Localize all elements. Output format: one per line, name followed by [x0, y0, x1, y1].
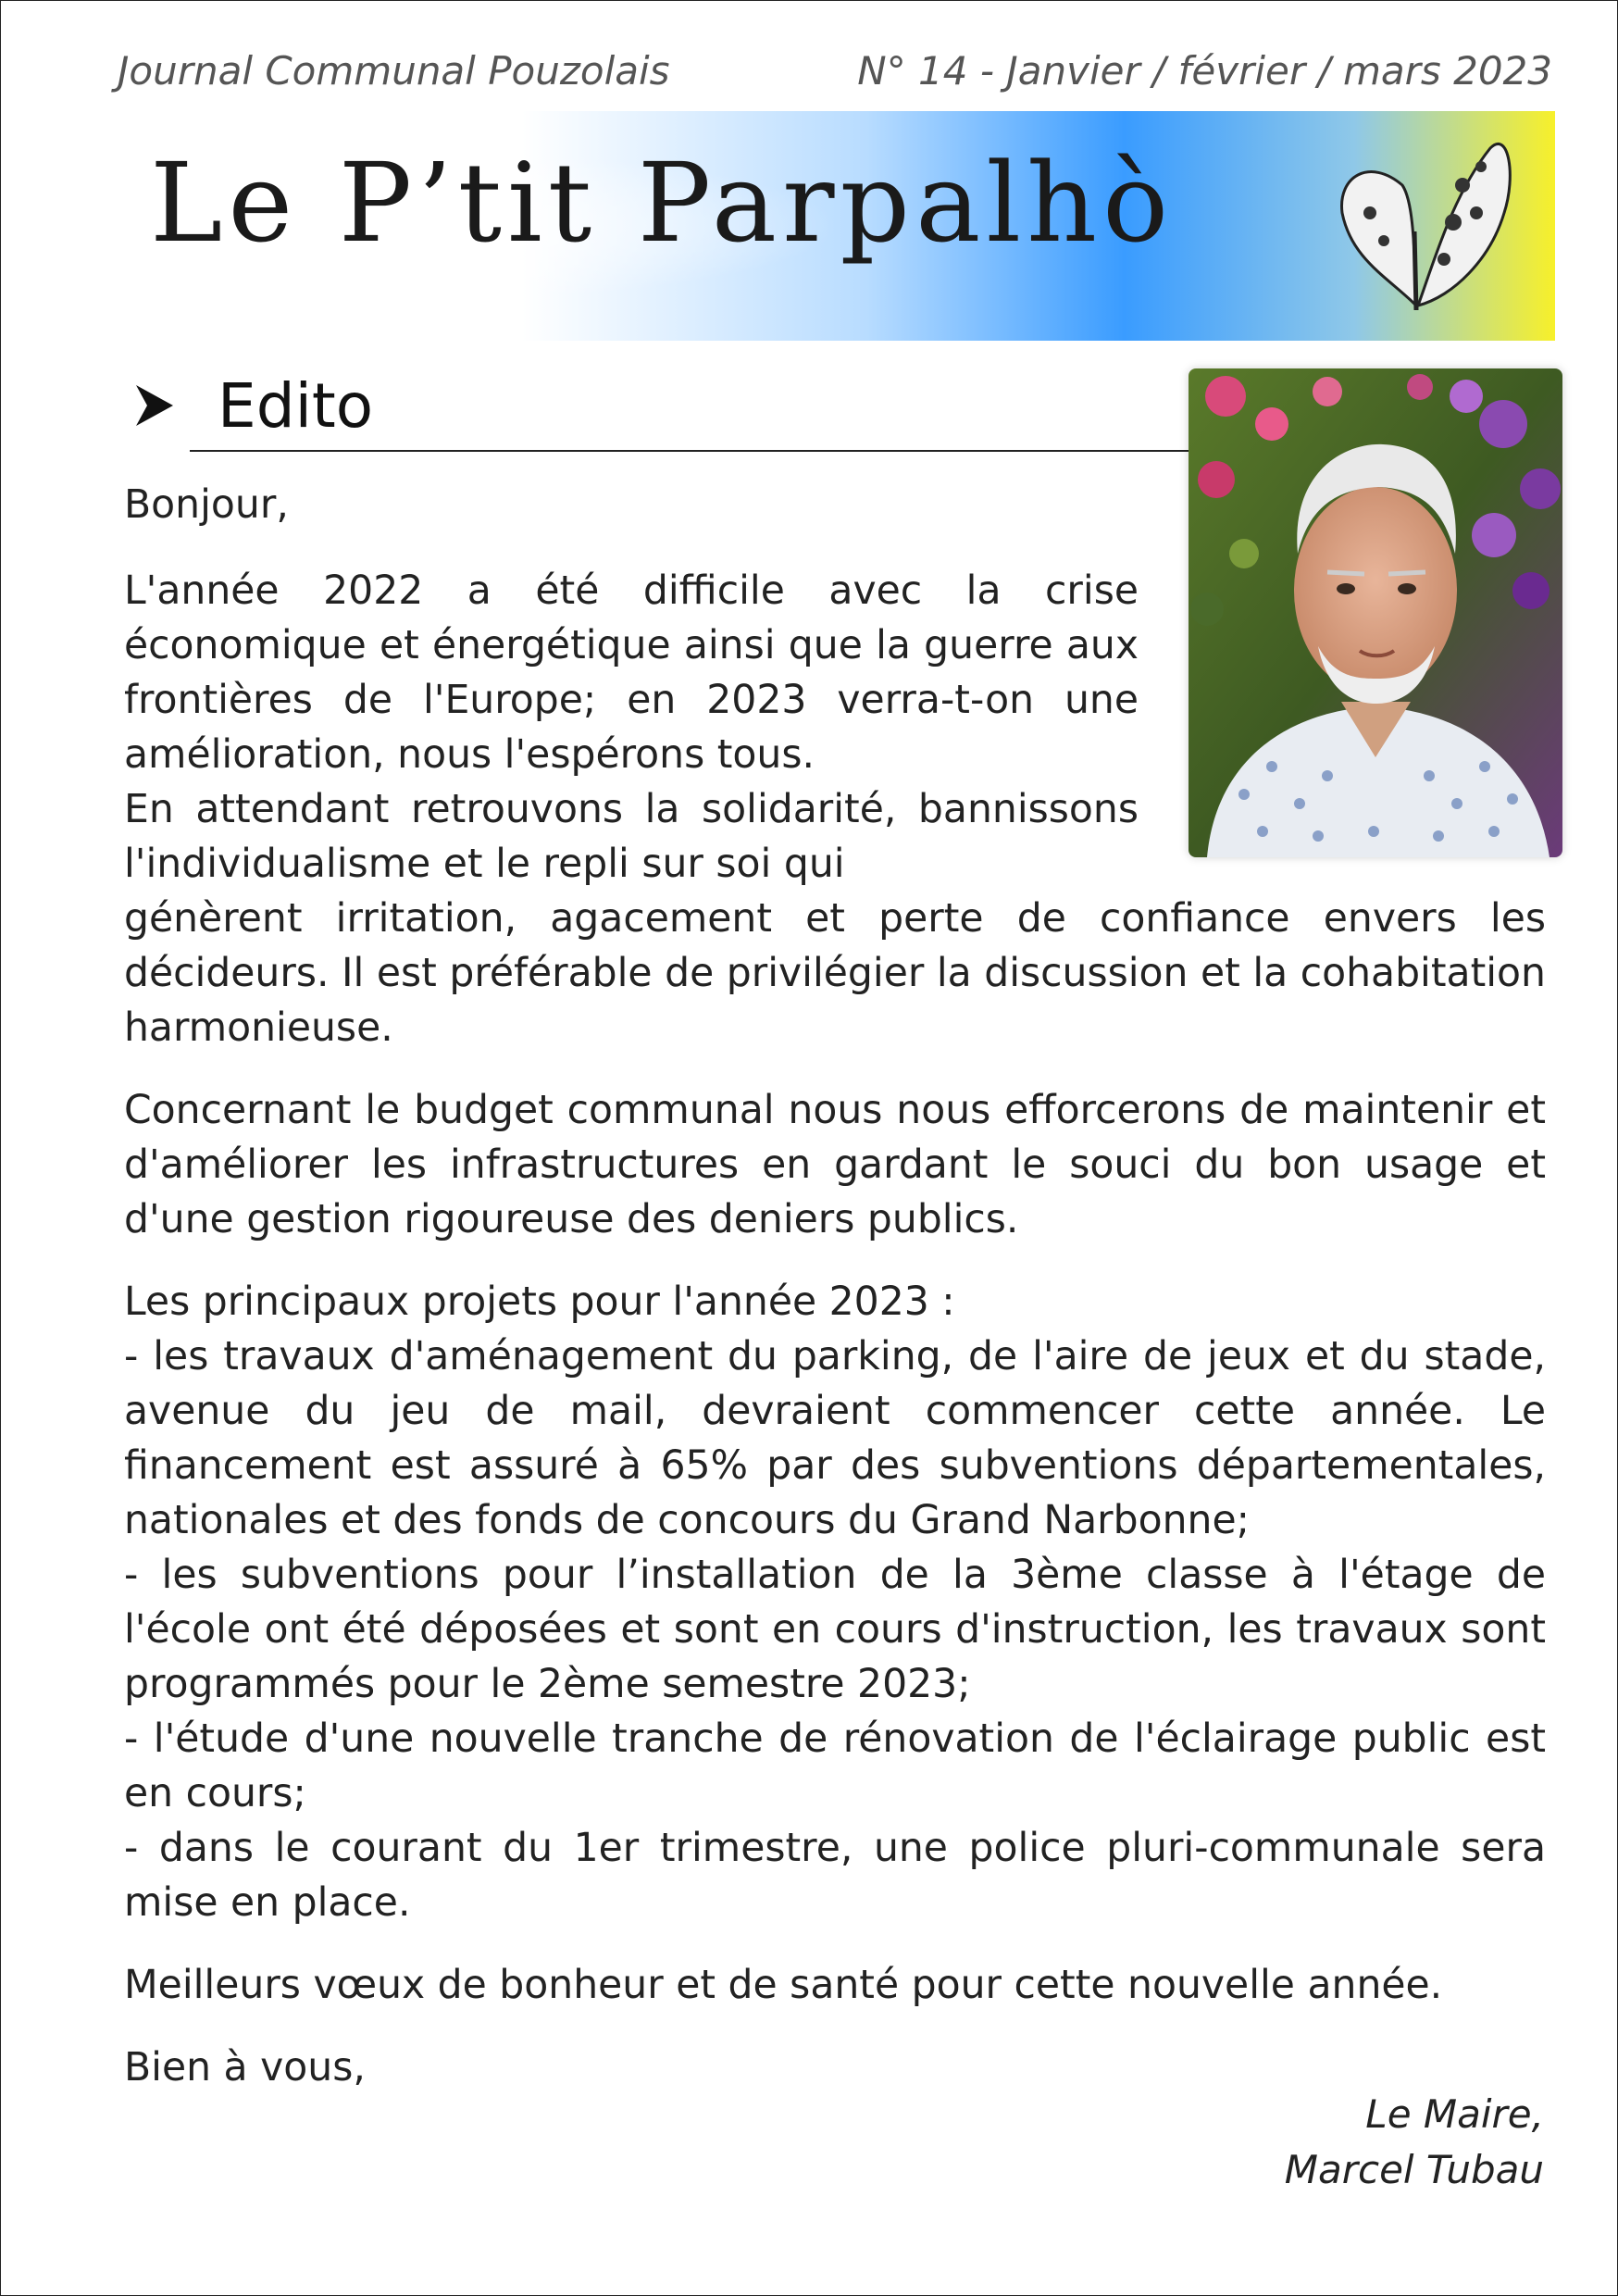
signature-name: Marcel Tubau	[1284, 2147, 1544, 2192]
projects-intro: Les principaux projets pour l'année 2023 :	[124, 1279, 955, 1325]
paragraph-2: Concernant le budget communal nous nous efforcerons de maintenir et d'améliorer les infrastructures en gardant le souci du bon usage et d'une gestion rigoureuse des deniers publics.	[124, 1088, 1546, 1242]
masthead-banner	[120, 111, 1555, 341]
masthead-title: Le P’tit Parpalhò	[150, 139, 1175, 267]
project-item-1: - les travaux d'aménagement du parking, de l'aire de jeux et du stade, avenue du jeu de mail, devraient commencer cette année. Le financement est assuré à 65% par des subventions départementales, nationales et des fonds de concours du Grand Narbonne;	[124, 1334, 1546, 1543]
closing: Bien à vous,	[124, 2045, 366, 2090]
chevron-right-icon	[131, 381, 179, 430]
issue-info: N° 14 - Janvier / février / mars 2023	[857, 48, 1552, 94]
section-title	[125, 363, 1199, 455]
edito-body	[124, 478, 1546, 2095]
paragraph-1b: En attendant retrouvons la solidarité, bannissons l'individualisme et le repli sur soi qui	[124, 787, 1139, 887]
paragraph-1a: L'année 2022 a été difficile avec la crise économique et énergétique ainsi que la guerre aux frontières de l'Europe; en 2023 verra-t-on une amélioration, nous l'espérons tous.	[124, 568, 1139, 778]
greeting: Bonjour,	[124, 482, 289, 528]
wishes: Meilleurs vœux de bonheur et de santé pour cette nouvelle année.	[124, 1963, 1443, 2008]
project-item-3: - l'étude d'une nouvelle tranche de rénovation de l'éclairage public est en cours;	[124, 1716, 1546, 1816]
journal-name: Journal Communal Pouzolais	[118, 48, 670, 94]
project-item-2: - les subventions pour l’installation de la 3ème classe à l'étage de l'école ont été déposées et sont en cours d'instruction, les travaux sont programmés pour le 2ème semestre 2023;	[124, 1553, 1546, 1707]
signature-role: Le Maire,	[1365, 2091, 1544, 2137]
butterfly-icon	[1314, 120, 1518, 331]
running-header	[118, 48, 1552, 104]
paragraph-1c: génèrent irritation, agacement et perte de confiance envers les décideurs. Il est préférable de privilégier la discussion et la cohabitation harmonieuse.	[124, 896, 1546, 1051]
signature	[1285, 2087, 1544, 2198]
section-divider	[190, 450, 1199, 452]
project-item-4: - dans le courant du 1er trimestre, une police pluri-communale sera mise en place.	[124, 1826, 1546, 1926]
section-heading: Edito	[218, 370, 374, 442]
